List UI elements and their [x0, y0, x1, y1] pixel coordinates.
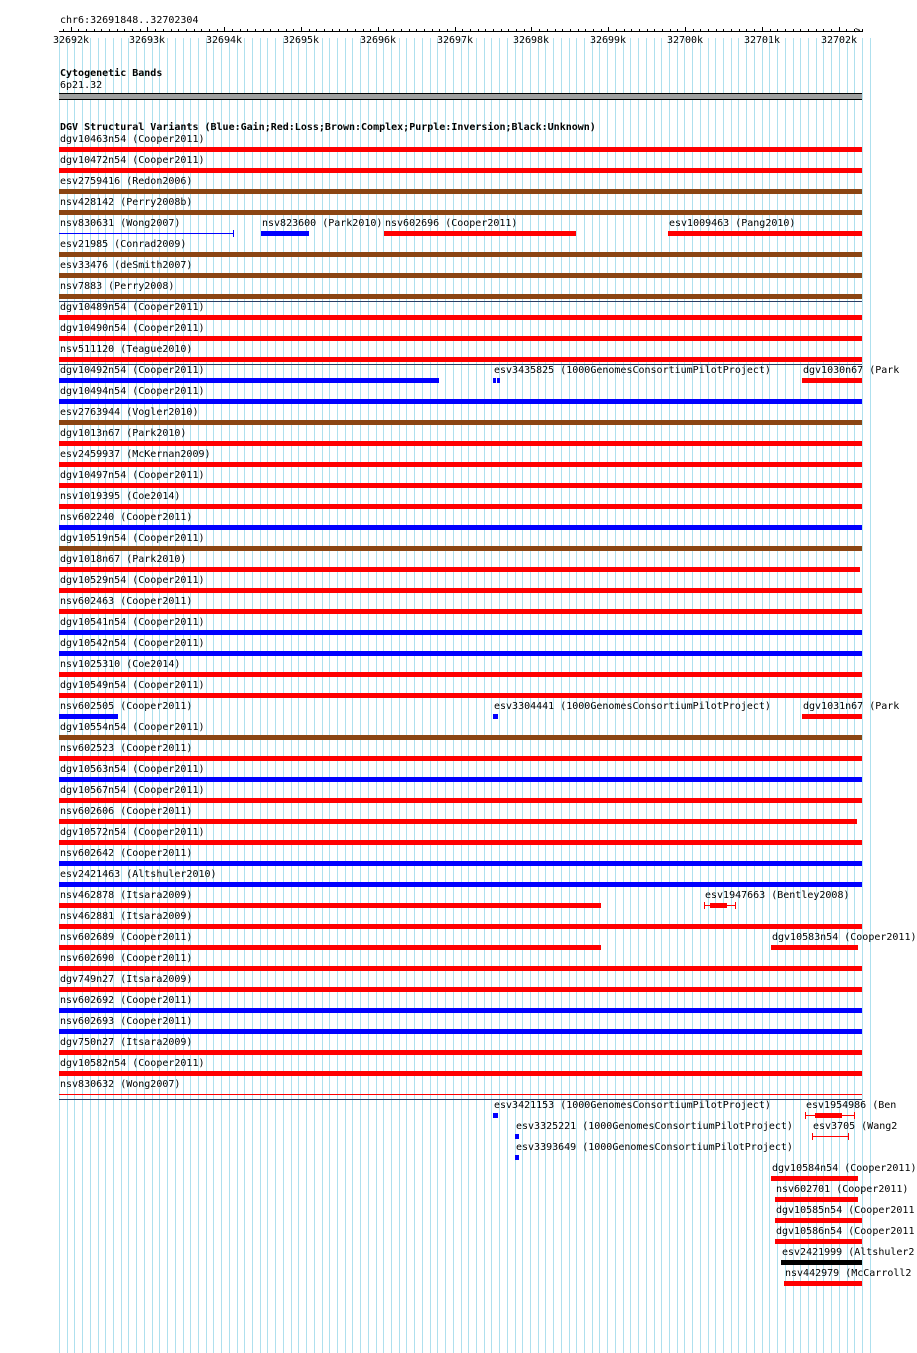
- sv-label[interactable]: dgv10494n54 (Cooper2011): [60, 386, 205, 397]
- ruler-minor-tick: [424, 29, 425, 32]
- sv-label[interactable]: dgv10583n54 (Cooper2011): [772, 932, 917, 943]
- ruler-minor-tick: [462, 29, 463, 32]
- ruler-minor-tick: [163, 29, 164, 32]
- sv-span-end-cap: [704, 902, 705, 909]
- sv-bar[interactable]: [59, 1050, 862, 1055]
- ruler-tick-label: 32702k: [820, 35, 858, 46]
- sv-label[interactable]: nsv823600 (Park2010): [262, 218, 383, 229]
- sv-bar[interactable]: [59, 420, 862, 425]
- ruler-major-tick: [224, 27, 225, 32]
- ruler-minor-tick: [332, 29, 333, 32]
- sv-bar[interactable]: [668, 231, 862, 236]
- sv-label[interactable]: esv3435825 (1000GenomesConsortiumPilotProject): [494, 365, 771, 376]
- sv-label[interactable]: dgv10542n54 (Cooper2011): [60, 638, 205, 649]
- sv-label[interactable]: nsv602523 (Cooper2011): [60, 743, 193, 754]
- ruler-minor-tick: [601, 29, 602, 32]
- sv-bar[interactable]: [59, 819, 857, 824]
- sv-bar[interactable]: [59, 1071, 862, 1076]
- ruler-minor-tick: [547, 29, 548, 32]
- ruler-minor-tick: [117, 29, 118, 32]
- sv-bar[interactable]: [815, 1113, 842, 1118]
- sv-bar[interactable]: [59, 735, 862, 740]
- sv-label[interactable]: dgv10519n54 (Cooper2011): [60, 533, 205, 544]
- ruler-minor-tick: [155, 29, 156, 32]
- ruler-tick-label: 32695k: [282, 35, 320, 46]
- ruler-minor-tick: [355, 29, 356, 32]
- ruler-minor-tick: [508, 29, 509, 32]
- ruler-minor-tick: [746, 29, 747, 32]
- ruler-minor-tick: [816, 29, 817, 32]
- ruler-minor-tick: [693, 29, 694, 32]
- sv-bar[interactable]: [59, 357, 862, 362]
- ruler-minor-tick: [347, 29, 348, 32]
- sv-bar[interactable]: [515, 1134, 519, 1139]
- sv-label[interactable]: esv2459937 (McKernan2009): [60, 449, 211, 460]
- sv-bar[interactable]: [59, 966, 862, 971]
- ruler-minor-tick: [478, 29, 479, 32]
- sv-label[interactable]: dgv10582n54 (Cooper2011): [60, 1058, 205, 1069]
- ruler-major-tick: [455, 27, 456, 32]
- sv-label[interactable]: nsv1019395 (Coe2014): [60, 491, 181, 502]
- ruler-minor-tick: [409, 29, 410, 32]
- sv-label[interactable]: esv21985 (Conrad2009): [60, 239, 187, 250]
- sv-label[interactable]: esv2763944 (Vogler2010): [60, 407, 199, 418]
- sv-bar[interactable]: [802, 714, 862, 719]
- sv-bar[interactable]: [784, 1281, 862, 1286]
- ruler-minor-tick: [785, 29, 786, 32]
- ruler-minor-tick: [831, 29, 832, 32]
- position-label: chr6:32691848..32702304: [60, 15, 199, 26]
- sv-span-end-cap: [233, 230, 234, 237]
- ruler-minor-tick: [178, 29, 179, 32]
- sv-bar[interactable]: [59, 378, 439, 383]
- ruler-minor-tick: [800, 29, 801, 32]
- ruler-minor-tick: [862, 29, 863, 32]
- sv-bar[interactable]: [59, 567, 860, 572]
- sv-label[interactable]: nsv830632 (Wong2007): [60, 1079, 181, 1090]
- cytoband-track-title: Cytogenetic Bands: [60, 68, 163, 79]
- ruler-minor-tick: [78, 29, 79, 32]
- ruler-minor-tick: [770, 29, 771, 32]
- sv-label[interactable]: nsv830631 (Wong2007): [60, 218, 181, 229]
- ruler-arrow-icon: >: [855, 26, 861, 36]
- ruler-minor-tick: [124, 29, 125, 32]
- ruler-minor-tick: [654, 29, 655, 32]
- sv-label[interactable]: dgv10492n54 (Cooper2011): [60, 365, 205, 376]
- ruler-minor-tick: [401, 29, 402, 32]
- ruler-major-tick: [147, 27, 148, 32]
- ruler-minor-tick: [370, 29, 371, 32]
- ruler-minor-tick: [585, 29, 586, 32]
- sv-label[interactable]: dgv10563n54 (Cooper2011): [60, 764, 205, 775]
- ruler-minor-tick: [708, 29, 709, 32]
- ruler-minor-tick: [854, 29, 855, 32]
- ruler-minor-tick: [846, 29, 847, 32]
- sv-label[interactable]: dgv1030n67 (Park: [803, 365, 900, 376]
- sv-span-end-cap: [848, 1133, 849, 1140]
- ruler-minor-tick: [109, 29, 110, 32]
- sv-bar[interactable]: [771, 945, 858, 950]
- sv-bar[interactable]: [59, 987, 862, 992]
- ruler-minor-tick: [140, 29, 141, 32]
- ruler-minor-tick: [171, 29, 172, 32]
- sv-bar[interactable]: [802, 378, 862, 383]
- ruler-minor-tick: [416, 29, 417, 32]
- sv-bar[interactable]: [59, 861, 862, 866]
- sv-label[interactable]: dgv10472n54 (Cooper2011): [60, 155, 205, 166]
- ruler-minor-tick: [101, 29, 102, 32]
- sv-bar[interactable]: [59, 462, 862, 467]
- sv-bar[interactable]: [59, 525, 862, 530]
- sv-label[interactable]: dgv10585n54 (Cooper2011: [776, 1205, 915, 1216]
- sv-bar[interactable]: [781, 1260, 862, 1265]
- sv-bar[interactable]: [59, 168, 862, 173]
- ruler-minor-tick: [739, 29, 740, 32]
- sv-span-end-cap: [812, 1133, 813, 1140]
- sv-label[interactable]: nsv602642 (Cooper2011): [60, 848, 193, 859]
- sv-bar[interactable]: [59, 945, 601, 950]
- ruler-minor-tick: [270, 29, 271, 32]
- sv-label[interactable]: nsv7883 (Perry2008): [60, 281, 175, 292]
- ruler-tick-label: 32698k: [512, 35, 550, 46]
- sv-span-end-cap: [854, 1112, 855, 1119]
- ruler-minor-tick: [754, 29, 755, 32]
- sv-label[interactable]: esv2759416 (Redon2006): [60, 176, 193, 187]
- sv-label[interactable]: nsv462878 (Itsara2009): [60, 890, 193, 901]
- sv-bar[interactable]: [59, 252, 862, 257]
- ruler-minor-tick: [470, 29, 471, 32]
- sv-bar[interactable]: [59, 903, 601, 908]
- ruler-tick-label: 32699k: [589, 35, 627, 46]
- sv-label[interactable]: esv2421463 (Altshuler2010): [60, 869, 217, 880]
- cytoband-label: 6p21.32: [60, 80, 103, 91]
- sv-bar[interactable]: [59, 798, 862, 803]
- sv-bar[interactable]: [59, 651, 862, 656]
- ruler-minor-tick: [777, 29, 778, 32]
- ruler-minor-tick: [263, 29, 264, 32]
- ruler-minor-tick: [793, 29, 794, 32]
- ruler-minor-tick: [570, 29, 571, 32]
- ruler-minor-tick: [493, 29, 494, 32]
- ruler-tick-label: 32700k: [666, 35, 704, 46]
- sv-span-line[interactable]: [59, 1094, 862, 1095]
- ruler-minor-tick: [293, 29, 294, 32]
- ruler-minor-tick: [677, 29, 678, 32]
- ruler-minor-tick: [731, 29, 732, 32]
- sv-label[interactable]: dgv1018n67 (Park2010): [60, 554, 187, 565]
- ruler-minor-tick: [662, 29, 663, 32]
- ruler-minor-tick: [823, 29, 824, 32]
- ruler-minor-tick: [631, 29, 632, 32]
- sv-label[interactable]: dgv1013n67 (Park2010): [60, 428, 187, 439]
- ruler-minor-tick: [447, 29, 448, 32]
- sv-bar[interactable]: [384, 231, 576, 236]
- sv-bar[interactable]: [59, 630, 862, 635]
- ruler-major-tick: [531, 27, 532, 32]
- sv-bar[interactable]: [59, 336, 862, 341]
- sv-bar[interactable]: [775, 1218, 862, 1223]
- sv-label[interactable]: nsv511120 (Teague2010): [60, 344, 193, 355]
- sv-bar[interactable]: [59, 399, 862, 404]
- sv-bar[interactable]: [59, 693, 862, 698]
- sv-label[interactable]: dgv10549n54 (Cooper2011): [60, 680, 205, 691]
- ruler-minor-tick: [624, 29, 625, 32]
- ruler-minor-tick: [247, 29, 248, 32]
- ruler-minor-tick: [94, 29, 95, 32]
- sv-span-end-cap: [805, 1112, 806, 1119]
- sv-label[interactable]: nsv602240 (Cooper2011): [60, 512, 193, 523]
- sv-label[interactable]: nsv602463 (Cooper2011): [60, 596, 193, 607]
- sv-label[interactable]: nsv428142 (Perry2008b): [60, 197, 193, 208]
- sv-bar[interactable]: [497, 378, 500, 383]
- ruler-minor-tick: [255, 29, 256, 32]
- sv-label[interactable]: nsv602690 (Cooper2011): [60, 953, 193, 964]
- ruler-tick-label: 32696k: [359, 35, 397, 46]
- ruler-minor-tick: [432, 29, 433, 32]
- ruler-major-tick: [685, 27, 686, 32]
- sv-bar[interactable]: [59, 315, 862, 320]
- sv-label[interactable]: esv1954986 (Ben: [806, 1100, 897, 1111]
- sv-label[interactable]: dgv10572n54 (Cooper2011): [60, 827, 205, 838]
- sv-bar[interactable]: [261, 231, 309, 236]
- ruler-minor-tick: [578, 29, 579, 32]
- ruler-minor-tick: [716, 29, 717, 32]
- sv-label[interactable]: dgv10497n54 (Cooper2011): [60, 470, 205, 481]
- sv-bar[interactable]: [59, 147, 862, 152]
- sv-bar[interactable]: [59, 882, 862, 887]
- ruler-minor-tick: [363, 29, 364, 32]
- ruler-minor-tick: [393, 29, 394, 32]
- ruler-minor-tick: [232, 29, 233, 32]
- ruler-tick-label: 32697k: [436, 35, 474, 46]
- sv-label[interactable]: nsv442979 (McCarroll2: [785, 1268, 912, 1279]
- sv-label[interactable]: nsv602689 (Cooper2011): [60, 932, 193, 943]
- ruler-minor-tick: [324, 29, 325, 32]
- ruler-major-tick: [71, 27, 72, 32]
- ruler-minor-tick: [286, 29, 287, 32]
- sv-label[interactable]: esv3304441 (1000GenomesConsortiumPilotProject): [494, 701, 771, 712]
- sv-bar[interactable]: [59, 840, 862, 845]
- ruler-minor-tick: [539, 29, 540, 32]
- ruler-minor-tick: [723, 29, 724, 32]
- dgv-track-title: DGV Structural Variants (Blue:Gain;Red:Loss;Brown:Complex;Purple:Inversion;Black:Unknown): [60, 122, 596, 133]
- sv-bar[interactable]: [59, 588, 862, 593]
- sv-label[interactable]: dgv10529n54 (Cooper2011): [60, 575, 205, 586]
- sv-label[interactable]: dgv10463n54 (Cooper2011): [60, 134, 205, 145]
- ruler-major-tick: [839, 27, 840, 32]
- ruler-minor-tick: [485, 29, 486, 32]
- ruler-minor-tick: [132, 29, 133, 32]
- sv-bar[interactable]: [771, 1176, 858, 1181]
- ruler-minor-tick: [555, 29, 556, 32]
- ruler-minor-tick: [562, 29, 563, 32]
- sv-label[interactable]: nsv602505 (Cooper2011): [60, 701, 193, 712]
- sv-bar[interactable]: [493, 1113, 498, 1118]
- ruler-minor-tick: [186, 29, 187, 32]
- sv-label[interactable]: esv33476 (deSmith2007): [60, 260, 193, 271]
- sv-label[interactable]: esv2421999 (Altshuler2: [782, 1247, 915, 1258]
- ruler-minor-tick: [524, 29, 525, 32]
- sv-bar[interactable]: [59, 273, 862, 278]
- sv-label[interactable]: dgv10586n54 (Cooper2011: [776, 1226, 915, 1237]
- ruler-line: [59, 31, 862, 32]
- sv-label[interactable]: esv3393649 (1000GenomesConsortiumPilotProject): [516, 1142, 793, 1153]
- sv-bar[interactable]: [515, 1155, 519, 1160]
- sv-label[interactable]: dgv749n27 (Itsara2009): [60, 974, 193, 985]
- sv-bar[interactable]: [493, 714, 498, 719]
- ruler-minor-tick: [808, 29, 809, 32]
- ruler-minor-tick: [616, 29, 617, 32]
- ruler-tick-label: 32694k: [205, 35, 243, 46]
- sv-span-line[interactable]: [59, 233, 233, 234]
- sv-bar[interactable]: [59, 504, 862, 509]
- ruler-major-tick: [762, 27, 763, 32]
- ruler-tick-label: 32692k: [52, 35, 90, 46]
- sv-span-line[interactable]: [812, 1136, 848, 1137]
- ruler-minor-tick: [194, 29, 195, 32]
- ruler-major-tick: [378, 27, 379, 32]
- sv-bar[interactable]: [710, 903, 727, 908]
- ruler-tick-label: 32693k: [128, 35, 166, 46]
- ruler-minor-tick: [201, 29, 202, 32]
- ruler-major-tick: [301, 27, 302, 32]
- sv-label[interactable]: esv3705 (Wang2: [813, 1121, 898, 1132]
- ruler-tick-label: 32701k: [743, 35, 781, 46]
- ruler-minor-tick: [501, 29, 502, 32]
- sv-label[interactable]: esv3421153 (1000GenomesConsortiumPilotProject): [494, 1100, 771, 1111]
- sv-bar[interactable]: [59, 1008, 862, 1013]
- sv-label[interactable]: nsv602692 (Cooper2011): [60, 995, 193, 1006]
- ruler-minor-tick: [309, 29, 310, 32]
- sv-bar[interactable]: [59, 483, 862, 488]
- ruler-minor-tick: [670, 29, 671, 32]
- cytoband-bar[interactable]: [59, 93, 862, 100]
- sv-bar[interactable]: [775, 1239, 862, 1244]
- ruler-minor-tick: [639, 29, 640, 32]
- ruler-minor-tick: [700, 29, 701, 32]
- ruler-minor-tick: [209, 29, 210, 32]
- sv-label[interactable]: nsv462881 (Itsara2009): [60, 911, 193, 922]
- ruler-minor-tick: [339, 29, 340, 32]
- sv-label[interactable]: dgv10490n54 (Cooper2011): [60, 323, 205, 334]
- sv-bar[interactable]: [59, 294, 862, 299]
- ruler-minor-tick: [516, 29, 517, 32]
- sv-bar[interactable]: [59, 210, 862, 215]
- ruler-major-tick: [608, 27, 609, 32]
- ruler-minor-tick: [217, 29, 218, 32]
- ruler-minor-tick: [240, 29, 241, 32]
- sv-label[interactable]: dgv10554n54 (Cooper2011): [60, 722, 205, 733]
- ruler-minor-tick: [278, 29, 279, 32]
- sv-label[interactable]: dgv1031n67 (Park: [803, 701, 900, 712]
- sv-label[interactable]: nsv602606 (Cooper2011): [60, 806, 193, 817]
- ruler-minor-tick: [63, 29, 64, 32]
- sv-bar[interactable]: [59, 756, 862, 761]
- ruler-minor-tick: [439, 29, 440, 32]
- sv-bar[interactable]: [59, 924, 862, 929]
- sv-bar[interactable]: [775, 1197, 858, 1202]
- sv-label[interactable]: esv3325221 (1000GenomesConsortiumPilotProject): [516, 1121, 793, 1132]
- sv-label[interactable]: nsv602696 (Cooper2011): [385, 218, 518, 229]
- sv-label[interactable]: dgv10567n54 (Cooper2011): [60, 785, 205, 796]
- ruler-minor-tick: [386, 29, 387, 32]
- sv-label[interactable]: dgv10584n54 (Cooper2011): [772, 1163, 917, 1174]
- sv-bar[interactable]: [59, 609, 862, 614]
- sv-span-end-cap: [735, 902, 736, 909]
- ruler-minor-tick: [316, 29, 317, 32]
- sv-label[interactable]: dgv10541n54 (Cooper2011): [60, 617, 205, 628]
- ruler-minor-tick: [86, 29, 87, 32]
- sv-bar[interactable]: [59, 777, 862, 782]
- sv-bar[interactable]: [59, 441, 862, 446]
- sv-label[interactable]: nsv602701 (Cooper2011): [776, 1184, 909, 1195]
- sv-bar[interactable]: [59, 1029, 862, 1034]
- sv-label[interactable]: nsv602693 (Cooper2011): [60, 1016, 193, 1027]
- sv-label[interactable]: dgv10489n54 (Cooper2011): [60, 302, 205, 313]
- sv-bar[interactable]: [493, 378, 496, 383]
- ruler-minor-tick: [593, 29, 594, 32]
- sv-bar[interactable]: [59, 189, 862, 194]
- sv-label[interactable]: esv1009463 (Pang2010): [669, 218, 796, 229]
- ruler-minor-tick: [647, 29, 648, 32]
- sv-label[interactable]: nsv1025310 (Coe2014): [60, 659, 181, 670]
- sv-bar[interactable]: [59, 546, 862, 551]
- sv-bar[interactable]: [59, 714, 118, 719]
- sv-bar[interactable]: [59, 672, 862, 677]
- sv-label[interactable]: dgv750n27 (Itsara2009): [60, 1037, 193, 1048]
- sv-label[interactable]: esv1947663 (Bentley2008): [705, 890, 850, 901]
